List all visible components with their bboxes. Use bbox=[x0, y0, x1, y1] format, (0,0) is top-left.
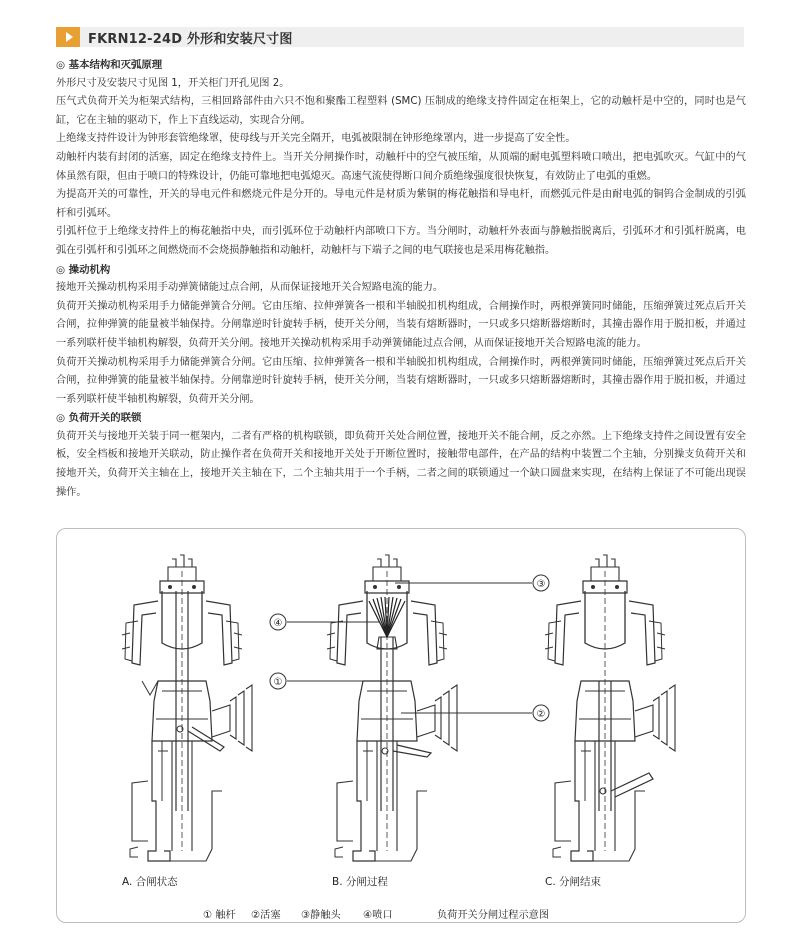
section-heading: ◎ 负荷开关的联锁 bbox=[56, 412, 142, 425]
paragraph: 负荷开关操动机构采用手力储能弹簧合分闸。它由压缩、拉伸弹簧各一根和半轴脱扣机构组成，合闸操作时，两根弹簧同时储能，压缩弹簧过死点后开关合闸，拉伸弹簧的能量被半轴保持。分闸靠逆时针旋转手柄，使开关分闸，当装有熔断器时，一只或多只熔断器熔断时，其撞击器作用于脱扣板，并通过一系列联杆使半轴机构解裂，负荷开关分闸。接地开关操动机构采用手动弹簧储能过点合闸，从而保证接地开关合短路电流的能力。 bbox=[56, 300, 746, 349]
legend-item-2: ②活塞 bbox=[251, 910, 281, 921]
legend-item-1: ① 触杆 bbox=[203, 910, 236, 921]
switch-diagram bbox=[57, 529, 747, 924]
section-heading: ◎ 操动机构 bbox=[56, 263, 111, 276]
callout-3: ③ bbox=[536, 579, 546, 590]
legend-item-3: ③静触头 bbox=[301, 910, 341, 921]
caption-c: C. 分闸结束 bbox=[545, 876, 602, 888]
paragraph: 为提高开关的可靠性，开关的导电元件和燃烧元件是分开的。导电元件是材质为紫铜的梅花触指和导电杆，而燃弧元件是由耐电弧的铜钨合金制成的引弧杆和引弧环。 bbox=[56, 189, 746, 219]
callout-4: ④ bbox=[273, 618, 283, 629]
paragraph: 负荷开关操动机构采用手力储能弹簧合分闸。它由压缩、拉伸弹簧各一根和半轴脱扣机构组成，合闸操作时，两根弹簧同时储能，压缩弹簧过死点后开关合闸，拉伸弹簧的能量被半轴保持。分闸靠逆时针旋转手柄，使开关分闸，当装有熔断器时，一只或多只熔断器熔断时，其撞击器作用于脱扣板，并通过一系列联杆使半轴机构解裂，负荷开关分闸。 bbox=[56, 356, 746, 405]
section-header bbox=[56, 27, 744, 47]
caption-a: A. 合闸状态 bbox=[122, 876, 178, 888]
figure-title: 负荷开关分闸过程示意图 bbox=[437, 910, 550, 921]
callout-1: ① bbox=[273, 677, 283, 688]
paragraph: 动触杆内装有封闭的活塞，固定在绝缘支持件上。当开关分闸操作时，动触杆中的空气被压缩，从顶端的耐电弧塑料喷口喷出，把电弧吹灭。气缸中的气体虽然有限，但由于喷口的特殊设计，仍能可靠地把电弧熄灭。高速气流使得断口间介质绝缘强度很快恢复，有效防止了电弧的重燃。 bbox=[56, 151, 746, 182]
paragraph: 接地开关操动机构采用手动弹簧储能过点合闸，从而保证接地开关合短路电流的能力。 bbox=[56, 282, 444, 294]
paragraph: 压气式负荷开关为柜架式结构，三相回路部件由六只不饱和聚酯工程塑料 (SMC) 压制成的绝缘支持件固定在柜架上，它的动触杆是中空的，同时也是气缸，它在主轴的驱动下，作上下直线运动，实现合分闸。 bbox=[56, 96, 746, 126]
diagram-c-open bbox=[545, 555, 675, 861]
callout-2: ② bbox=[536, 709, 546, 720]
body-text bbox=[56, 56, 746, 502]
diagram-b-opening bbox=[270, 555, 549, 861]
play-arrow-icon bbox=[56, 27, 80, 47]
paragraph: 外形尺寸及安装尺寸见图 1，开关柜门开孔见图 2。 bbox=[56, 77, 290, 89]
figure-panel bbox=[56, 528, 746, 923]
legend-item-4: ④喷口 bbox=[363, 910, 393, 921]
section-heading: ◎ 基本结构和灭弧原理 bbox=[56, 59, 163, 71]
page-title: FKRN12-24D 外形和安装尺寸图 bbox=[88, 31, 293, 47]
paragraph: 负荷开关与接地开关装于同一框架内，二者有严格的机构联锁，即负荷开关处合闸位置，接地开关不能合闸，反之亦然。上下绝缘支持件之间设置有安全板，安全档板和接地开关联动，防止操作者在负荷开关和接地开关处于开断位置时，接触带电部件，在产品的结构中装置二个主轴，分别操支负荷开关和接地开关，负荷开关主轴在上，接地开关主轴在下，二个主轴共用于一个手柄，二者之间的联锁通过一个缺口圆盘来实现，在结构上保证了不可能出现误操作。 bbox=[56, 430, 746, 498]
paragraph: 引弧杆位于上绝缘支持件上的梅花触指中央，而引弧环位于动触杆内部喷口下方。当分闸时，动触杆外表面与静触指脱离后，引弧环才和引弧杆脱离，电弧在引弧杆和引弧环之间燃烧而不会烧损静触指和动触杆，动触杆与下端子之间的电气联接也是采用梅花触指。 bbox=[56, 226, 746, 256]
paragraph: 上绝缘支持件设计为钟形套管绝缘罩，使母线与开关完全隔开，电弧被限制在钟形绝缘罩内，进一步提高了安全性。 bbox=[56, 133, 576, 145]
caption-b: B. 分闸过程 bbox=[332, 876, 388, 888]
diagram-a-closed bbox=[122, 555, 252, 861]
